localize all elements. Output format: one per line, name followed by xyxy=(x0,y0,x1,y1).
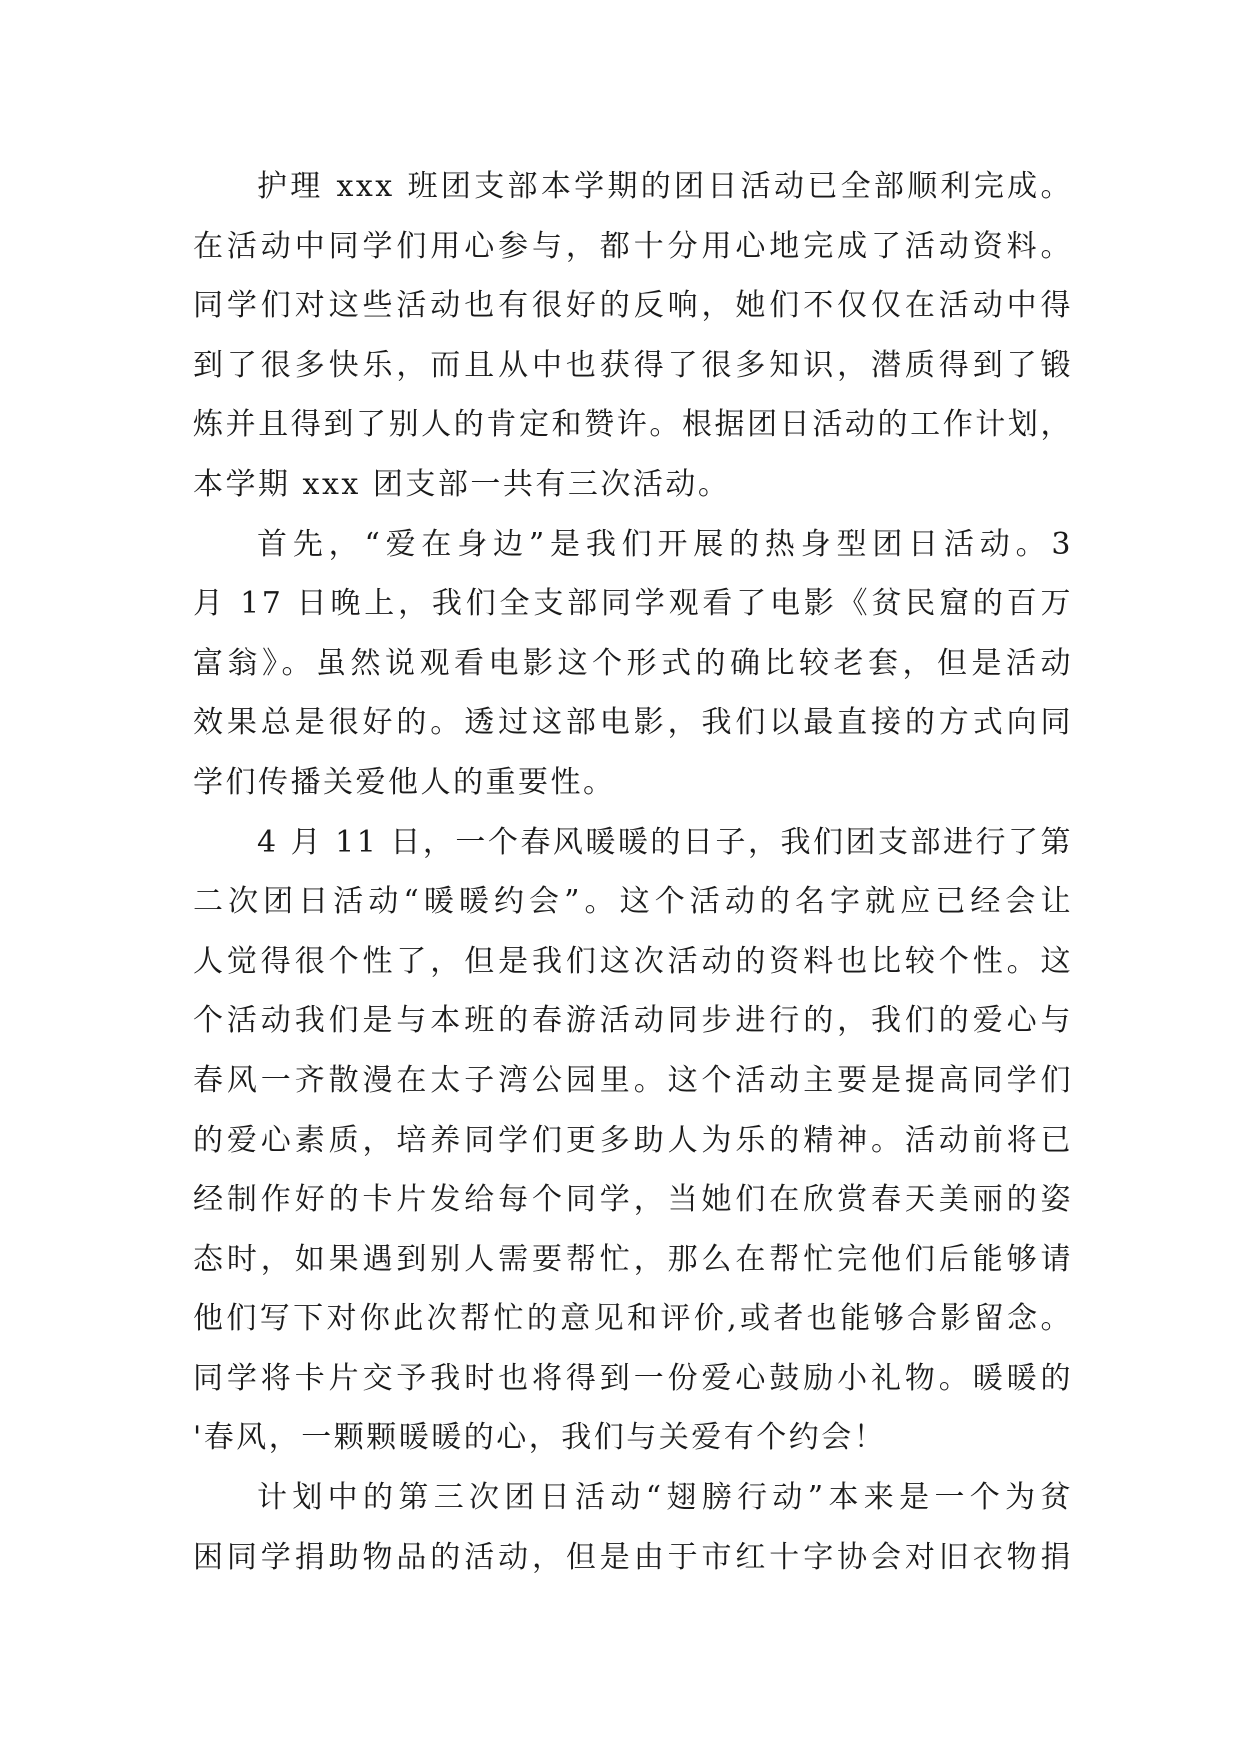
text-line: 首先，“爱在身边”是我们开展的热身型团日活动。3 xyxy=(257,526,1073,562)
text-line: 同学将卡片交予我时也将得到一份爱心鼓励小礼物。暖暖的 xyxy=(193,1360,1073,1396)
text-line: 他们写下对你此次帮忙的意见和评价,或者也能够合影留念。 xyxy=(193,1301,1073,1337)
text-line: 月 17 日晚上，我们全支部同学观看了电影《贫民窟的百万 xyxy=(193,586,1073,622)
text-line: 春风一齐散漫在太子湾公园里。这个活动主要是提高同学们 xyxy=(193,1062,1073,1098)
text-line: 到了很多快乐，而且从中也获得了很多知识，潜质得到了锻 xyxy=(193,347,1073,383)
text-line: 同学们对这些活动也有很好的反响，她们不仅仅在活动中得 xyxy=(193,288,1073,324)
text-line: 二次团日活动“暖暖约会”。这个活动的名字就应已经会让 xyxy=(193,884,1073,920)
text-line: 护理 xxx 班团支部本学期的团日活动已全部顺利完成。 xyxy=(257,169,1073,204)
text-line: '春风，一颗颗暖暖的心，我们与关爱有个约会！ xyxy=(193,1420,887,1456)
text-line: 在活动中同学们用心参与，都十分用心地完成了活动资料。 xyxy=(193,228,1073,264)
text-line: 富翁》。虽然说观看电影这个形式的确比较老套，但是活动 xyxy=(193,645,1073,681)
text-line: 困同学捐助物品的活动，但是由于市红十字协会对旧衣物捐 xyxy=(193,1539,1073,1575)
text-line: 计划中的第三次团日活动“翅膀行动”本来是一个为贫 xyxy=(257,1480,1073,1516)
text-line: 4 月 11 日，一个春风暖暖的日子，我们团支部进行了第 xyxy=(257,824,1073,860)
text-line: 的爱心素质，培养同学们更多助人为乐的精神。活动前将已 xyxy=(193,1122,1073,1158)
text-line: 人觉得很个性了，但是我们这次活动的资料也比较个性。这 xyxy=(193,943,1073,979)
text-line: 本学期 xxx 团支部一共有三次活动。 xyxy=(193,466,731,502)
text-line: 效果总是很好的。透过这部电影，我们以最直接的方式向同 xyxy=(193,705,1073,741)
document-body xyxy=(193,157,1073,1587)
text-line: 态时，如果遇到别人需要帮忙，那么在帮忙完他们后能够请 xyxy=(193,1241,1073,1277)
text-line: 个活动我们是与本班的春游活动同步进行的，我们的爱心与 xyxy=(193,1003,1073,1039)
text-line: 学们传播关爱他人的重要性。 xyxy=(193,764,616,800)
text-line: 经制作好的卡片发给每个同学，当她们在欣赏春天美丽的姿 xyxy=(193,1182,1073,1218)
text-line: 炼并且得到了别人的肯定和赞许。根据团日活动的工作计划， xyxy=(193,407,1073,443)
